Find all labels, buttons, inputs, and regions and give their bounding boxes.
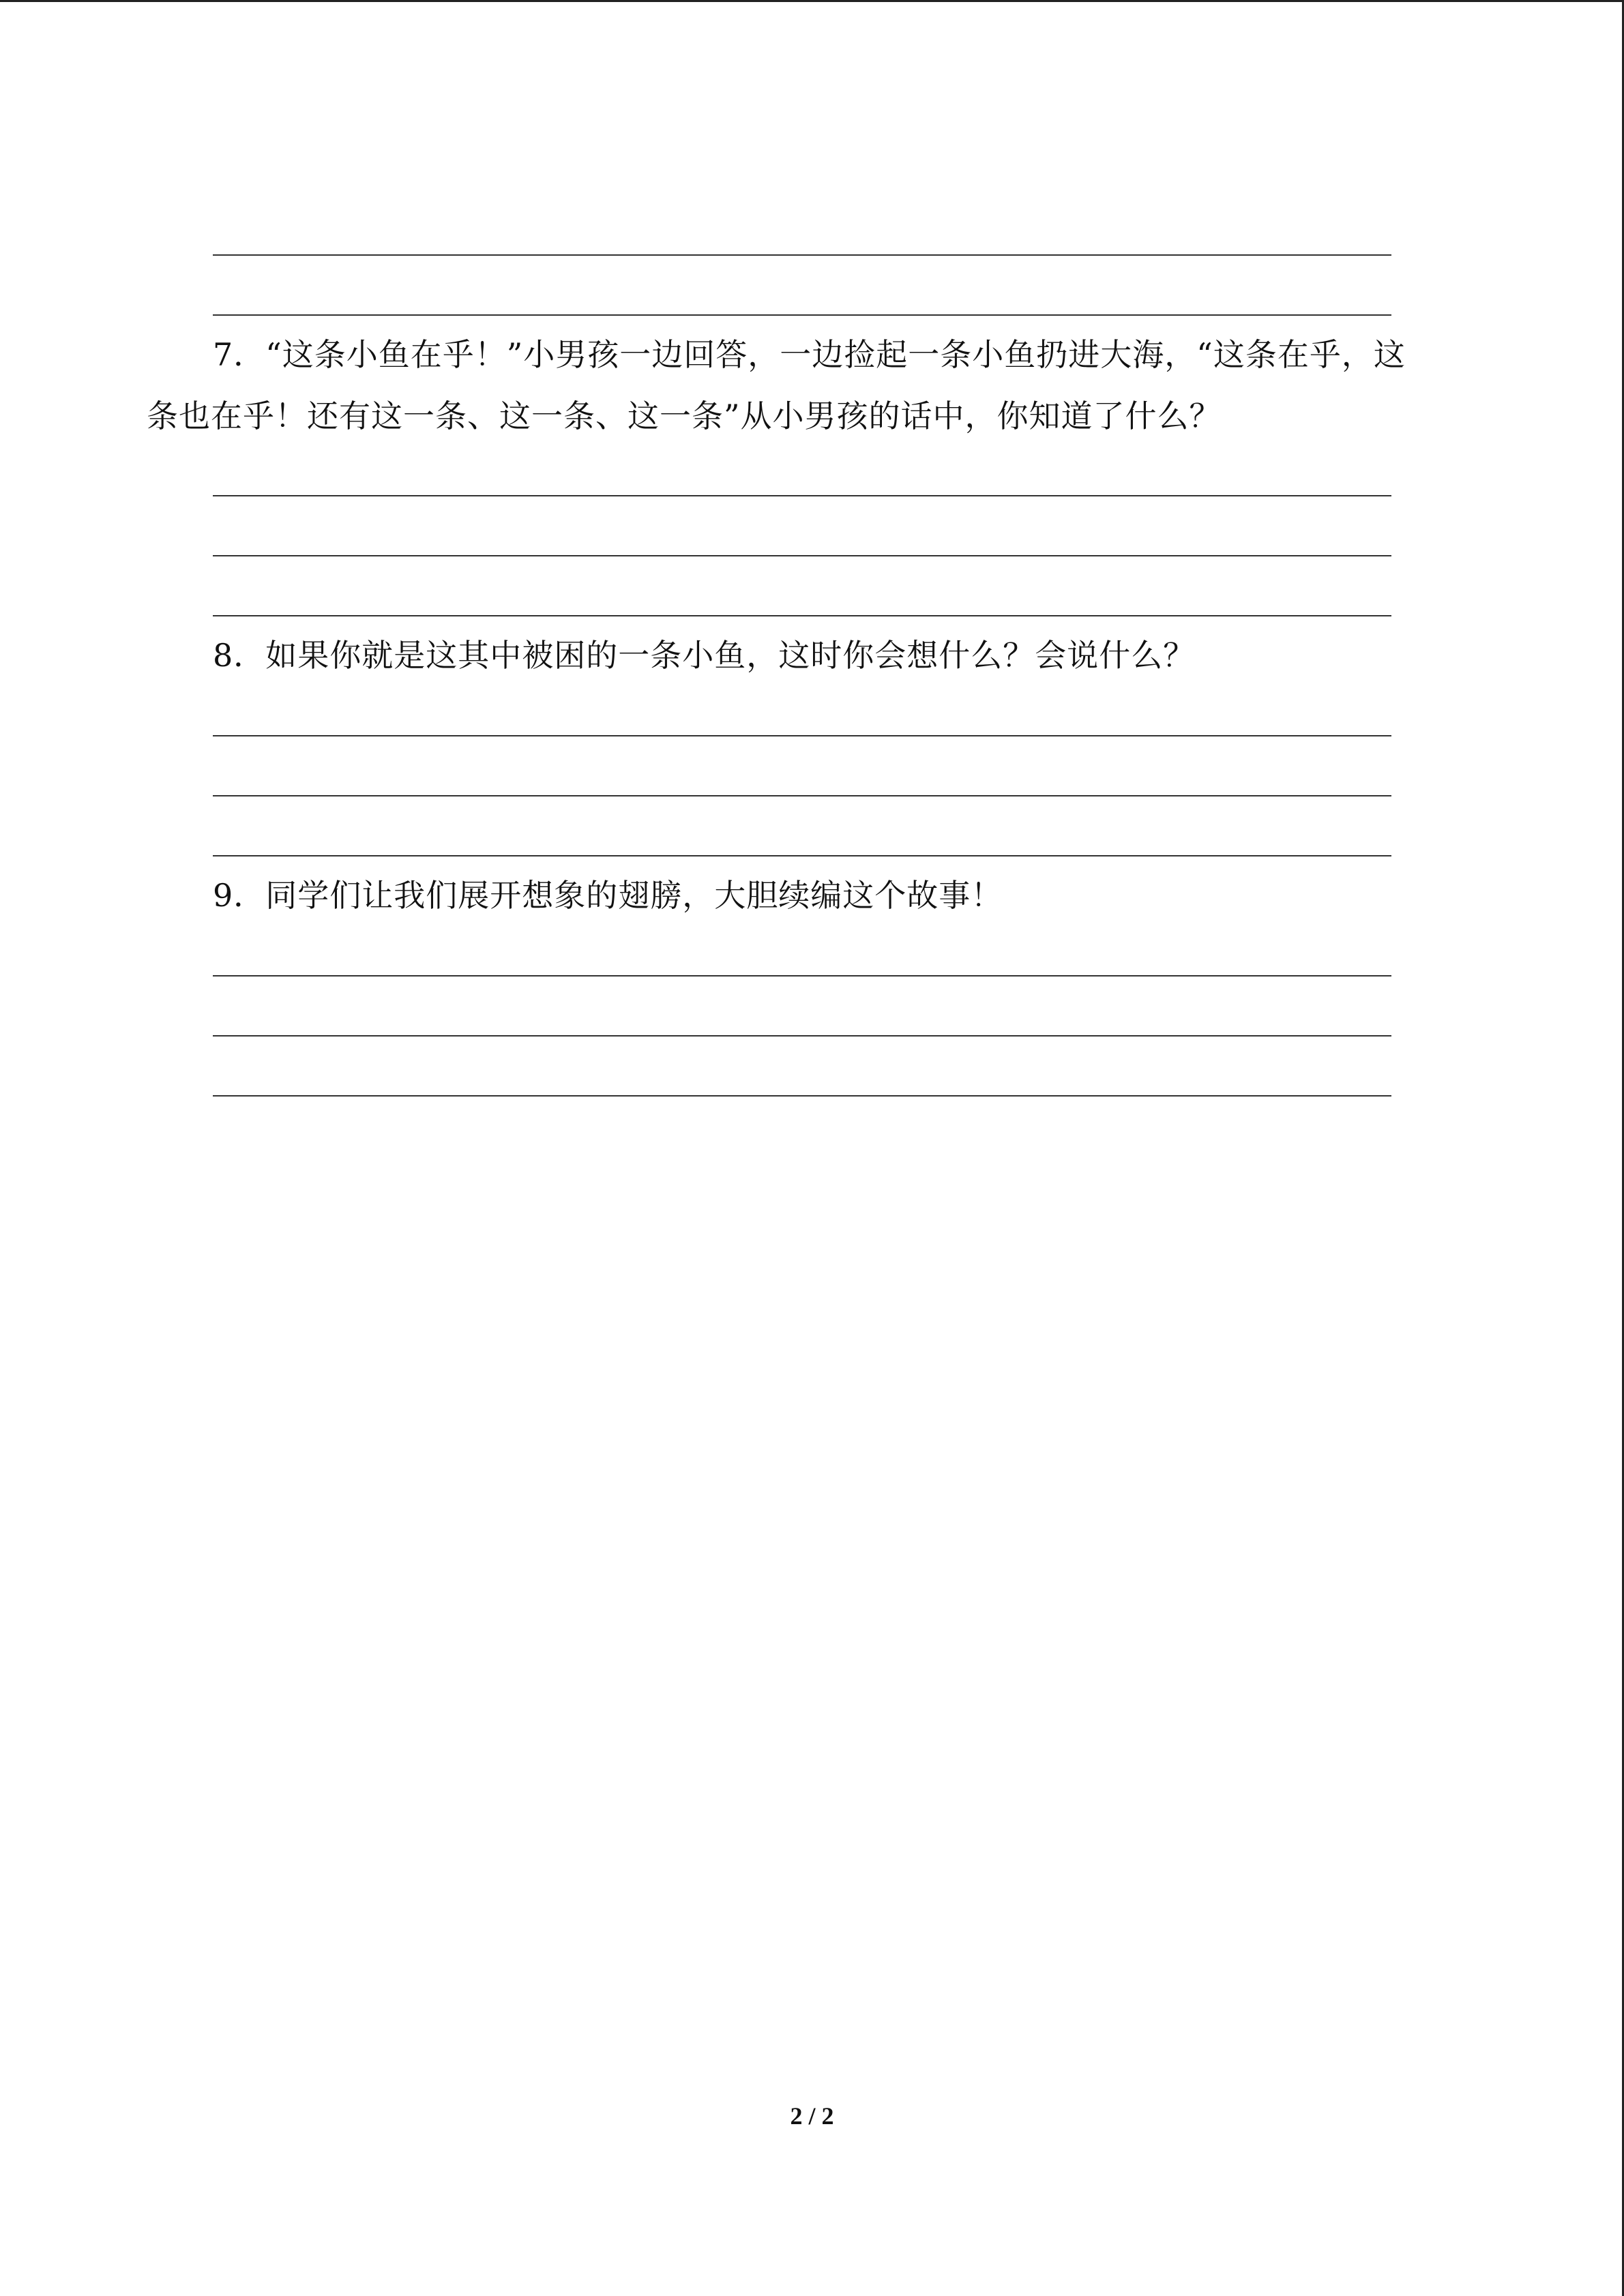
page-number: 2 / 2 — [790, 2102, 834, 2130]
question-7-line-1: 7．“这条小鱼在乎！”小男孩一边回答，一边捡起一条小鱼扔进大海，“这条在乎，这 — [213, 336, 1406, 373]
answer-line[interactable] — [213, 1035, 1391, 1037]
answer-line[interactable] — [213, 855, 1391, 856]
answer-line[interactable] — [213, 314, 1391, 316]
answer-line[interactable] — [213, 795, 1391, 796]
answer-line[interactable] — [213, 254, 1391, 256]
question-8-text: 8．如果你就是这其中被困的一条小鱼，这时你会想什么？会说什么？ — [213, 637, 1196, 674]
answer-line[interactable] — [213, 555, 1391, 556]
answer-line[interactable] — [213, 735, 1391, 736]
answer-line[interactable] — [213, 975, 1391, 976]
answer-line[interactable] — [213, 615, 1391, 616]
answer-line[interactable] — [213, 495, 1391, 496]
answer-line[interactable] — [213, 1095, 1391, 1097]
question-7-line-2: 条也在乎！还有这一条、这一条、这一条”从小男孩的话中，你知道了什么？ — [147, 398, 1222, 434]
question-9-text: 9．同学们让我们展开想象的翅膀，大胆续编这个故事！ — [213, 877, 1003, 914]
